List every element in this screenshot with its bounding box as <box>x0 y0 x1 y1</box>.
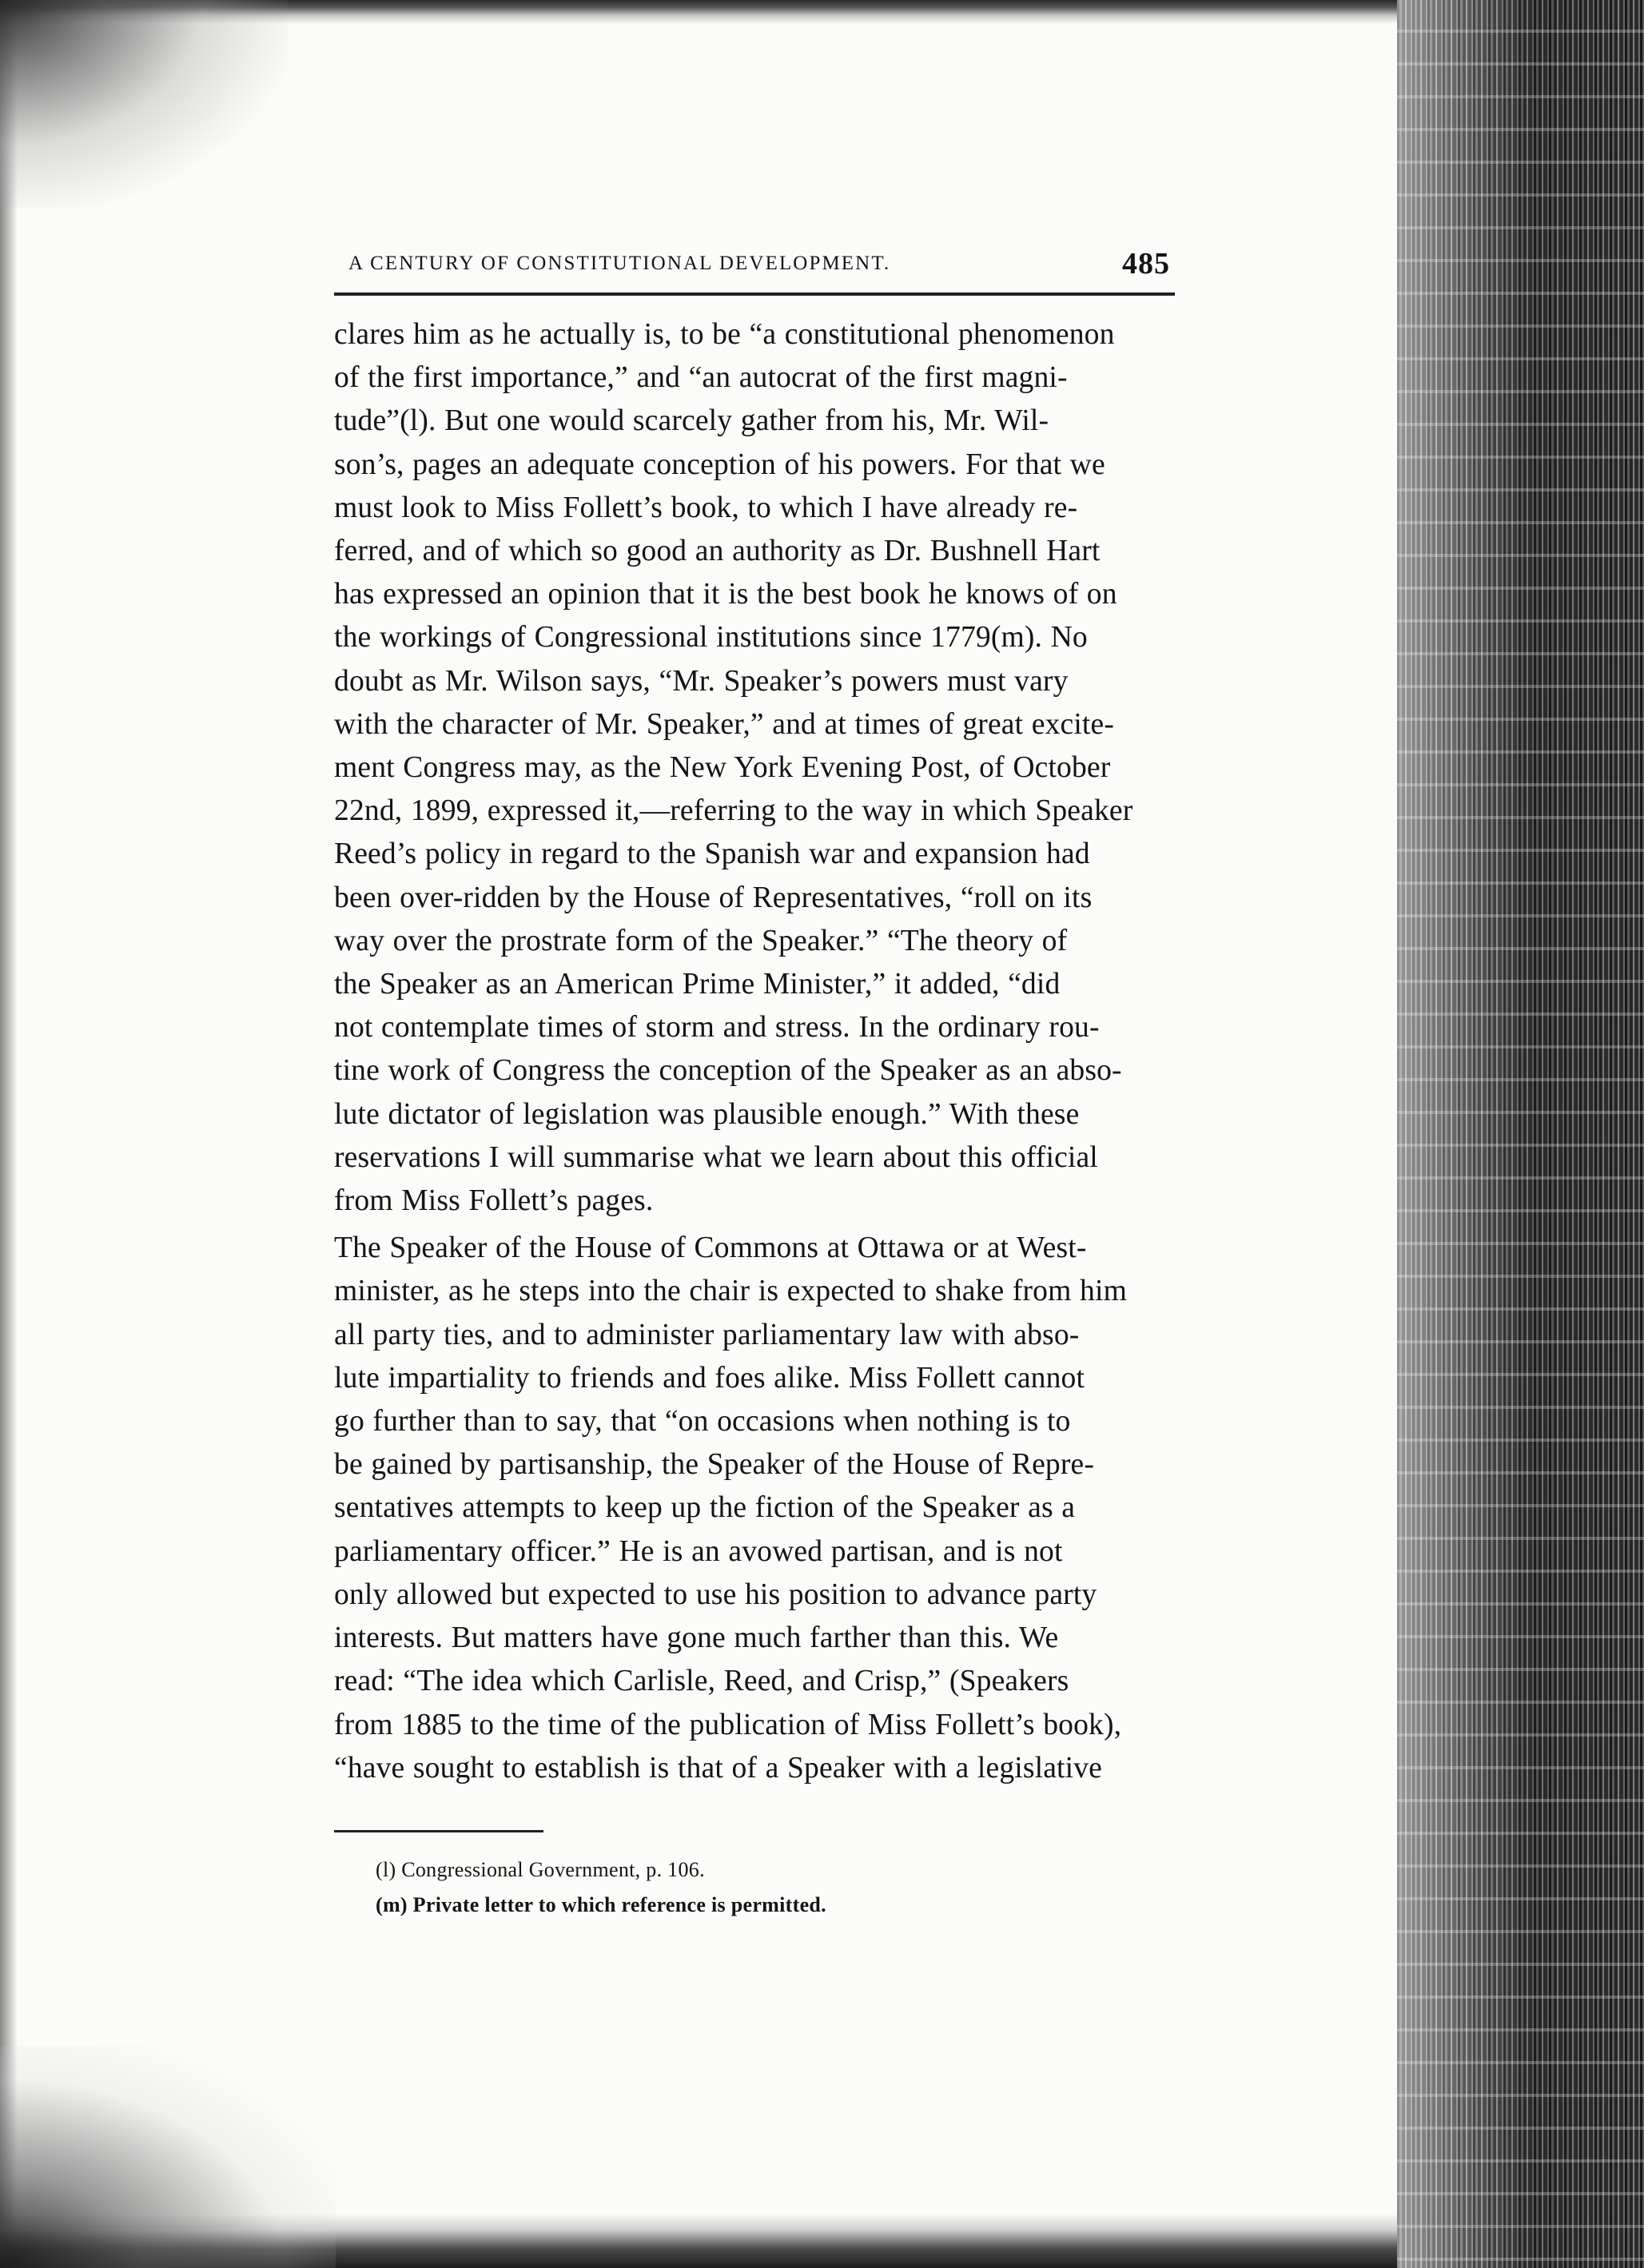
footnotes <box>334 1852 1175 1923</box>
book-page-edges-texture <box>1397 0 1644 2268</box>
footnote-l: (l) Congressional Government, p. 106. <box>376 1858 705 1881</box>
page-number: 485 <box>1122 247 1170 281</box>
scan-shadow-left <box>0 0 18 2268</box>
scan-shadow-top-left <box>0 0 288 208</box>
paragraph-2: The Speaker of the House of Commons at Ottawa or at West- minister, as he steps into the chair is expected to shake from him all party ties, and to administer parliamentary law with abso- lute impartiality to friends and foes alike. Miss Follett cannot go further than to say, that “on occasions when nothing is to be gained by partisanship, the Speaker of the House of Repre- sentatives attempts to keep up the fiction of the Speaker as a parliamentary officer.” He is an avowed partisan, and is not only allowed but expected to use his position to advance party interests. But matters have gone much farther than this. We read: “The idea which Carlisle, Reed, and Crisp,” (Speakers from 1885 to the time of the publication of Miss Follett’s book), “have sought to establish is that of a Speaker with a legislative <box>334 1231 1127 1785</box>
paragraph-1: clares him as he actually is, to be “a constitutional phenomenon of the first importance,” and “an autocrat of the first magni- tude”(l). But one would scarcely gather from his, Mr. Wil- son’s, pages an adequate conception of his powers. For that we must look to Miss Follett’s book, to which I have already re- ferred, and of which so good an authority as Dr. Bushnell Hart has expressed an opinion that it is the best book he knows of on the workings of Congressional institutions since 1779(m). No doubt as Mr. Wilson says, “Mr. Speaker’s powers must vary with the character of Mr. Speaker,” and at times of great excite- ment Congress may, as the New York Evening Post, of October 22nd, 1899, expressed it,—referring to the way in which Speaker Reed’s policy in regard to the Spanish war and expansion had been over-ridden by the House of Representatives, “roll on its way over the prostrate form of the Speaker.” “The theory of the Speaker as an American Prime Minister,” it added, “did not contemplate times of storm and stress. In the ordinary rou- tine work of Congress the conception of the Speaker as an abso- lute dictator of legislation was plausible enough.” With these reservations I will summarise what we learn about this official from Miss Follett’s pages. <box>334 318 1133 1218</box>
running-head: A CENTURY OF CONSTITUTIONAL DEVELOPMENT. <box>348 253 891 274</box>
scan-shadow-bottom-left <box>0 2046 336 2268</box>
header-rule <box>334 292 1175 296</box>
footnote-m: (m) Private letter to which reference is permitted. <box>376 1893 826 1916</box>
footnote-rule <box>334 1830 543 1832</box>
page-header <box>334 246 1175 286</box>
body-text <box>334 313 1175 1790</box>
